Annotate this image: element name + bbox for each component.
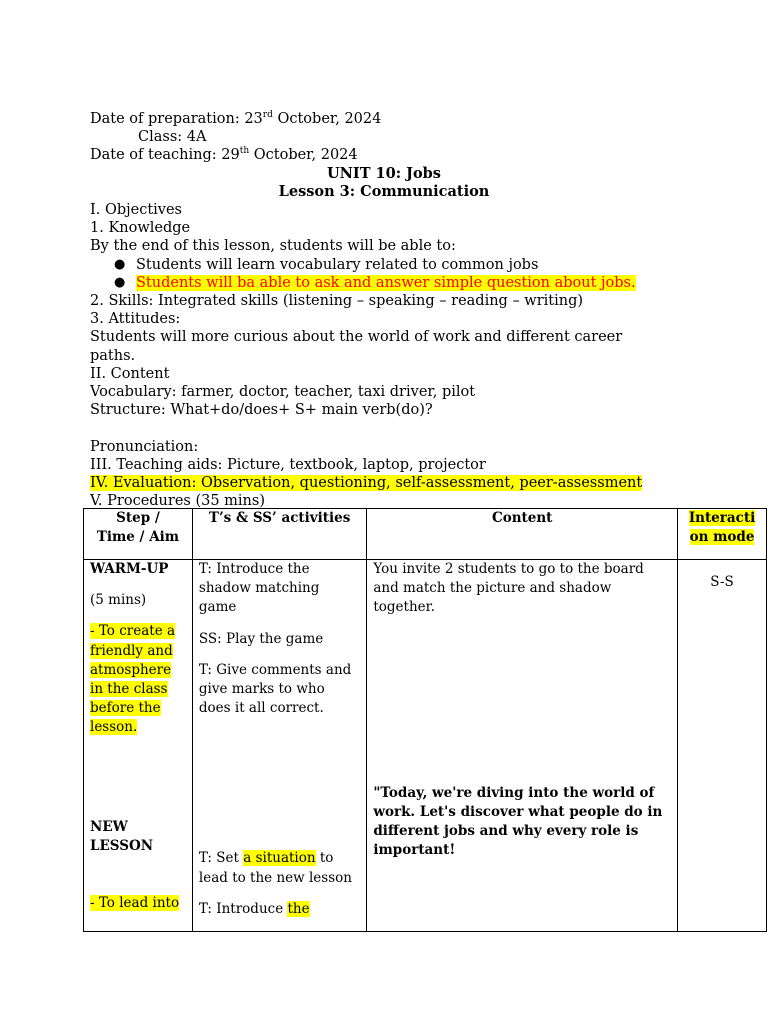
- interaction-cell: [678, 560, 767, 932]
- date-of-teaching: Date of teaching: 29th October, 2024: [90, 146, 358, 164]
- content-new-lesson: "Today, we're diving into the world of work. Let's discover what people do in different jobs and why every role is important!: [373, 784, 663, 859]
- content-warmup: You invite 2 students to go to the board and match the picture and shadow together.: [373, 561, 644, 616]
- activity-1: T: Introduce the shadow matching game: [198, 561, 320, 616]
- objectives-heading: I. Objectives: [90, 202, 182, 219]
- pronunciation-line: Pronunciation:: [90, 438, 199, 455]
- attitudes-heading: 3. Attitudes:: [90, 311, 181, 328]
- content-cell: [367, 560, 678, 932]
- teaching-aids-line: III. Teaching aids: Picture, textbook, laptop, projector: [90, 456, 486, 473]
- activity-3: T: Give comments and give marks to who does it all correct.: [198, 661, 352, 717]
- objectives-list: [90, 256, 700, 292]
- header-interaction: Interacti on mode: [678, 509, 767, 560]
- table-header-row: [84, 509, 767, 560]
- header-activities: T’s & SS’ activities: [192, 509, 366, 560]
- lesson-title: Lesson 3: Communication: [278, 182, 490, 200]
- new-lesson-label: NEW LESSON: [90, 818, 154, 854]
- date-of-preparation: Date of preparation: 23rd October, 2024: [90, 110, 382, 127]
- warmup-label: WARM-UP: [90, 561, 169, 577]
- interaction-mode: S-S: [710, 574, 734, 590]
- header-content: Content: [367, 509, 678, 560]
- lesson-plan-document: [90, 110, 700, 510]
- blank-line: [90, 419, 700, 437]
- unit-title: UNIT 10: Jobs: [327, 164, 441, 182]
- activity-2: SS: Play the game: [198, 630, 324, 647]
- list-item: ● Students will learn vocabulary related to common jobs: [114, 256, 700, 274]
- new-lesson-aim: - To lead into: [90, 895, 180, 912]
- class-line: Class: 4A: [138, 129, 207, 146]
- objectives-intro: By the end of this lesson, students will be able to:: [90, 238, 456, 255]
- activities-cell: [192, 560, 366, 932]
- structure-line: Structure: What+do/does+ S+ main verb(do)?: [90, 402, 433, 419]
- knowledge-heading: 1. Knowledge: [90, 220, 191, 237]
- activity-5: T: Introduce the: [198, 900, 310, 917]
- procedures-line: V. Procedures (35 mins): [90, 493, 265, 510]
- vocabulary-line: Vocabulary: farmer, doctor, teacher, taxi driver, pilot: [90, 384, 476, 401]
- header-step: Step / Time / Aim: [84, 509, 193, 560]
- warmup-time: (5 mins): [90, 592, 147, 609]
- skills-line: 2. Skills: Integrated skills (listening – speaking – reading – writing): [90, 293, 584, 310]
- activity-4: T: Set a situation to lead to the new lesson: [198, 850, 352, 886]
- content-heading: II. Content: [90, 365, 170, 382]
- evaluation-line: IV. Evaluation: Observation, questioning, self-assessment, peer-assessment: [90, 475, 643, 492]
- procedures-table: [83, 508, 767, 932]
- attitudes-text: Students will more curious about the world of work and different career paths.: [90, 329, 623, 364]
- warmup-aim: - To create a friendly and atmosphere in the class before the lesson.: [90, 623, 176, 736]
- step-cell: [84, 560, 193, 932]
- list-item: ● Students will ba able to ask and answer simple question about jobs.: [114, 274, 700, 292]
- table-row: [84, 560, 767, 932]
